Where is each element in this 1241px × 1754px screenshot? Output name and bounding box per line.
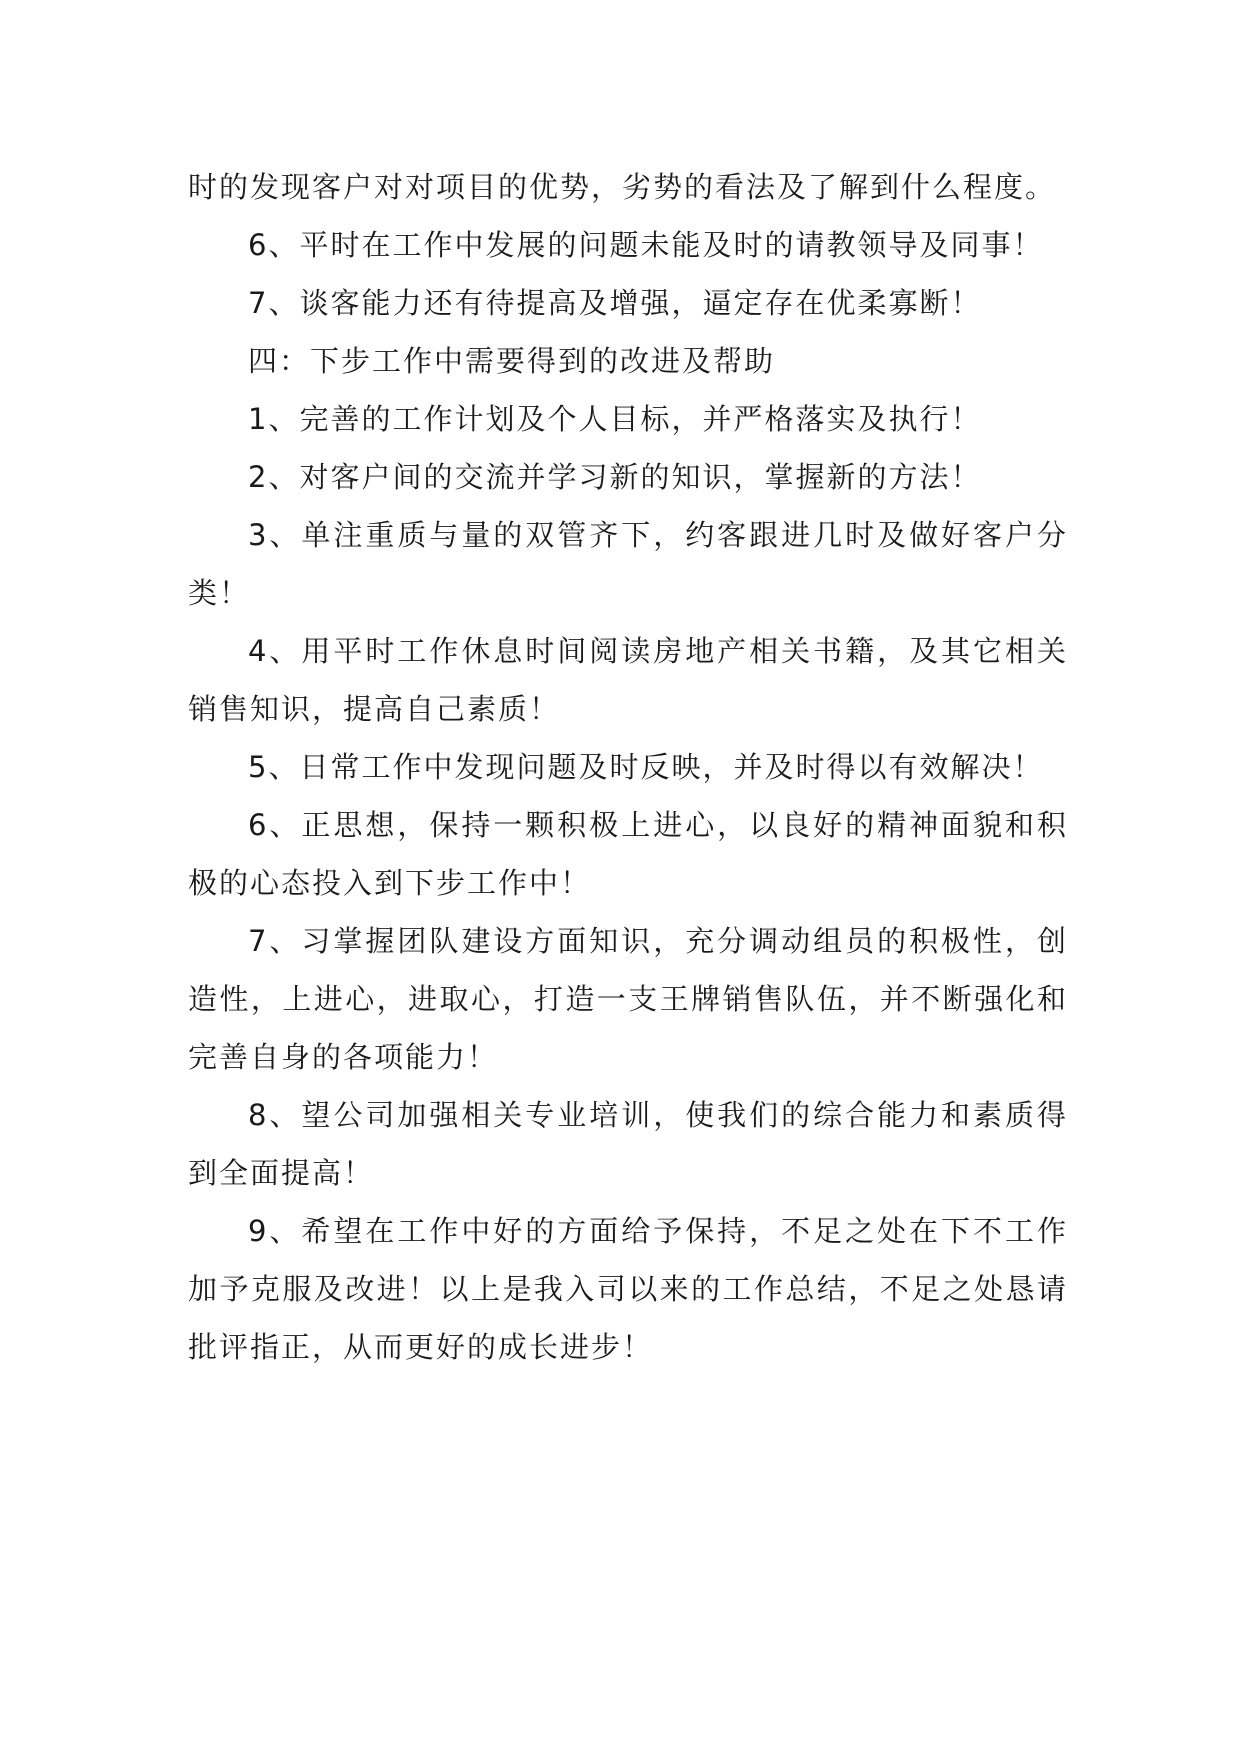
list-item-6: 6、正思想，保持一颗积极上进心，以良好的精神面貌和积极的心态投入到下步工作中！	[188, 808, 1068, 900]
list-item-4: 4、用平时工作休息时间阅读房地产相关书籍，及其它相关销售知识，提高自己素质！	[188, 634, 1068, 726]
section-heading-four: 四：下步工作中需要得到的改进及帮助	[248, 344, 776, 378]
list-item-2: 2、对客户间的交流并学习新的知识，掌握新的方法！	[248, 460, 982, 494]
document-body	[188, 158, 1068, 1376]
list-item-8: 8、望公司加强相关专业培训，使我们的综合能力和素质得到全面提高！	[188, 1098, 1068, 1190]
paragraph-continuation: 时的发现客户对对项目的优势，劣势的看法及了解到什么程度。	[188, 170, 1057, 204]
list-item-9: 9、希望在工作中好的方面给予保持，不足之处在下不工作加予克服及改进！以上是我入司以来的工作总结，不足之处恳请批评指正，从而更好的成长进步！	[188, 1214, 1068, 1364]
list-item-7: 7、习掌握团队建设方面知识，充分调动组员的积极性，创造性，上进心，进取心，打造一支王牌销售队伍，并不断强化和完善自身的各项能力！	[188, 924, 1068, 1074]
paragraph-item-7: 7、谈客能力还有待提高及增强，逼定存在优柔寡断！	[248, 286, 982, 320]
list-item-1: 1、完善的工作计划及个人目标，并严格落实及执行！	[248, 402, 982, 436]
paragraph-item-6: 6、平时在工作中发展的问题未能及时的请教领导及同事！	[248, 228, 1044, 262]
list-item-5: 5、日常工作中发现问题及时反映，并及时得以有效解决！	[248, 750, 1044, 784]
list-item-3: 3、单注重质与量的双管齐下，约客跟进几时及做好客户分类！	[188, 518, 1068, 610]
